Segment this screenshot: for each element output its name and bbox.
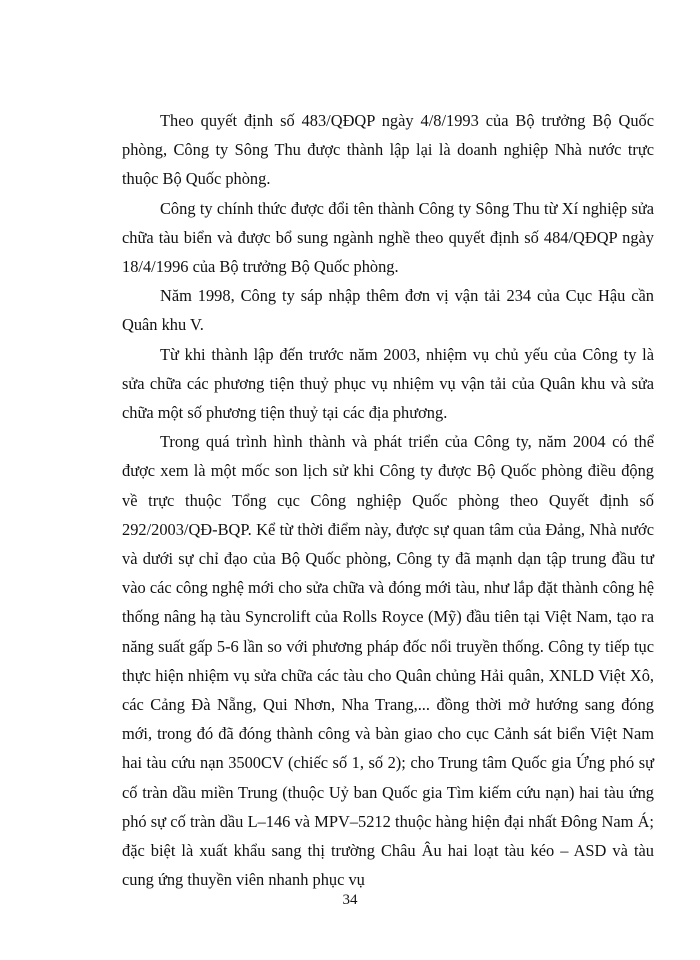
paragraph-5: Trong quá trình hình thành và phát triển của Công ty, năm 2004 có thể được xem là một mốc son lịch sử khi Công ty được Bộ Quốc phòng điều động về trực thuộc Tổng cục Công nghiệp Quốc phòng theo Quyết định số 292/2003/QĐ-BQP. Kể từ thời điểm này, được sự quan tâm của Đảng, Nhà nước và dưới sự chỉ đạo của Bộ Quốc phòng, Công ty đã mạnh dạn tập trung đầu tư vào các công nghệ mới cho sửa chữa và đóng mới tàu, như lắp đặt thành công hệ thống nâng hạ tàu Syncrolift của Rolls Royce (Mỹ) đầu tiên tại Việt Nam, tạo ra năng suất gấp 5-6 lần so với phương pháp đốc nổi truyền thống. Công ty tiếp tục thực hiện nhiệm vụ sửa chữa các tàu cho Quân chủng Hải quân, XNLD Việt Xô, các Cảng Đà Nẵng, Qui Nhơn, Nha Trang,... đồng thời mở hướng sang đóng mới, trong đó đã đóng thành công và bàn giao cho cục Cảnh sát biển Việt Nam hai tàu cứu nạn 3500CV (chiếc số 1, số 2); cho Trung tâm Quốc gia Ứng phó sự cố tràn dầu miền Trung (thuộc Uỷ ban Quốc gia Tìm kiếm cứu nạn) hai tàu ứng phó sự cố tràn dầu L–146 và MPV–5212 thuộc hàng hiện đại nhất Đông Nam Á; đặc biệt là xuất khẩu sang thị trường Châu Âu hai loạt tàu kéo – ASD và tàu cung ứng thuyền viên nhanh phục vụ xyxy=(122,432,654,890)
paragraph-1: Theo quyết định số 483/QĐQP ngày 4/8/1993 của Bộ trưởng Bộ Quốc phòng, Công ty Sông Thu được thành lập lại là doanh nghiệp Nhà nước trực thuộc Bộ Quốc phòng. xyxy=(122,111,654,189)
body-text xyxy=(122,106,654,894)
page-number: 34 xyxy=(342,892,358,908)
paragraph-4: Từ khi thành lập đến trước năm 2003, nhiệm vụ chủ yếu của Công ty là sửa chữa các phương tiện thuỷ phục vụ nhiệm vụ vận tải của Quân khu và sửa chữa một số phương tiện thuỷ tại các địa phương. xyxy=(122,344,654,423)
paragraph-2: Công ty chính thức được đổi tên thành Công ty Sông Thu từ Xí nghiệp sửa chữa tàu biển và được bổ sung ngành nghề theo quyết định số 484/QĐQP ngày 18/4/1996 của Bộ trưởng Bộ Quốc phòng. xyxy=(122,198,654,277)
paragraph-3: Năm 1998, Công ty sáp nhập thêm đơn vị vận tải 234 của Cục Hậu cần Quân khu V. xyxy=(122,286,654,335)
